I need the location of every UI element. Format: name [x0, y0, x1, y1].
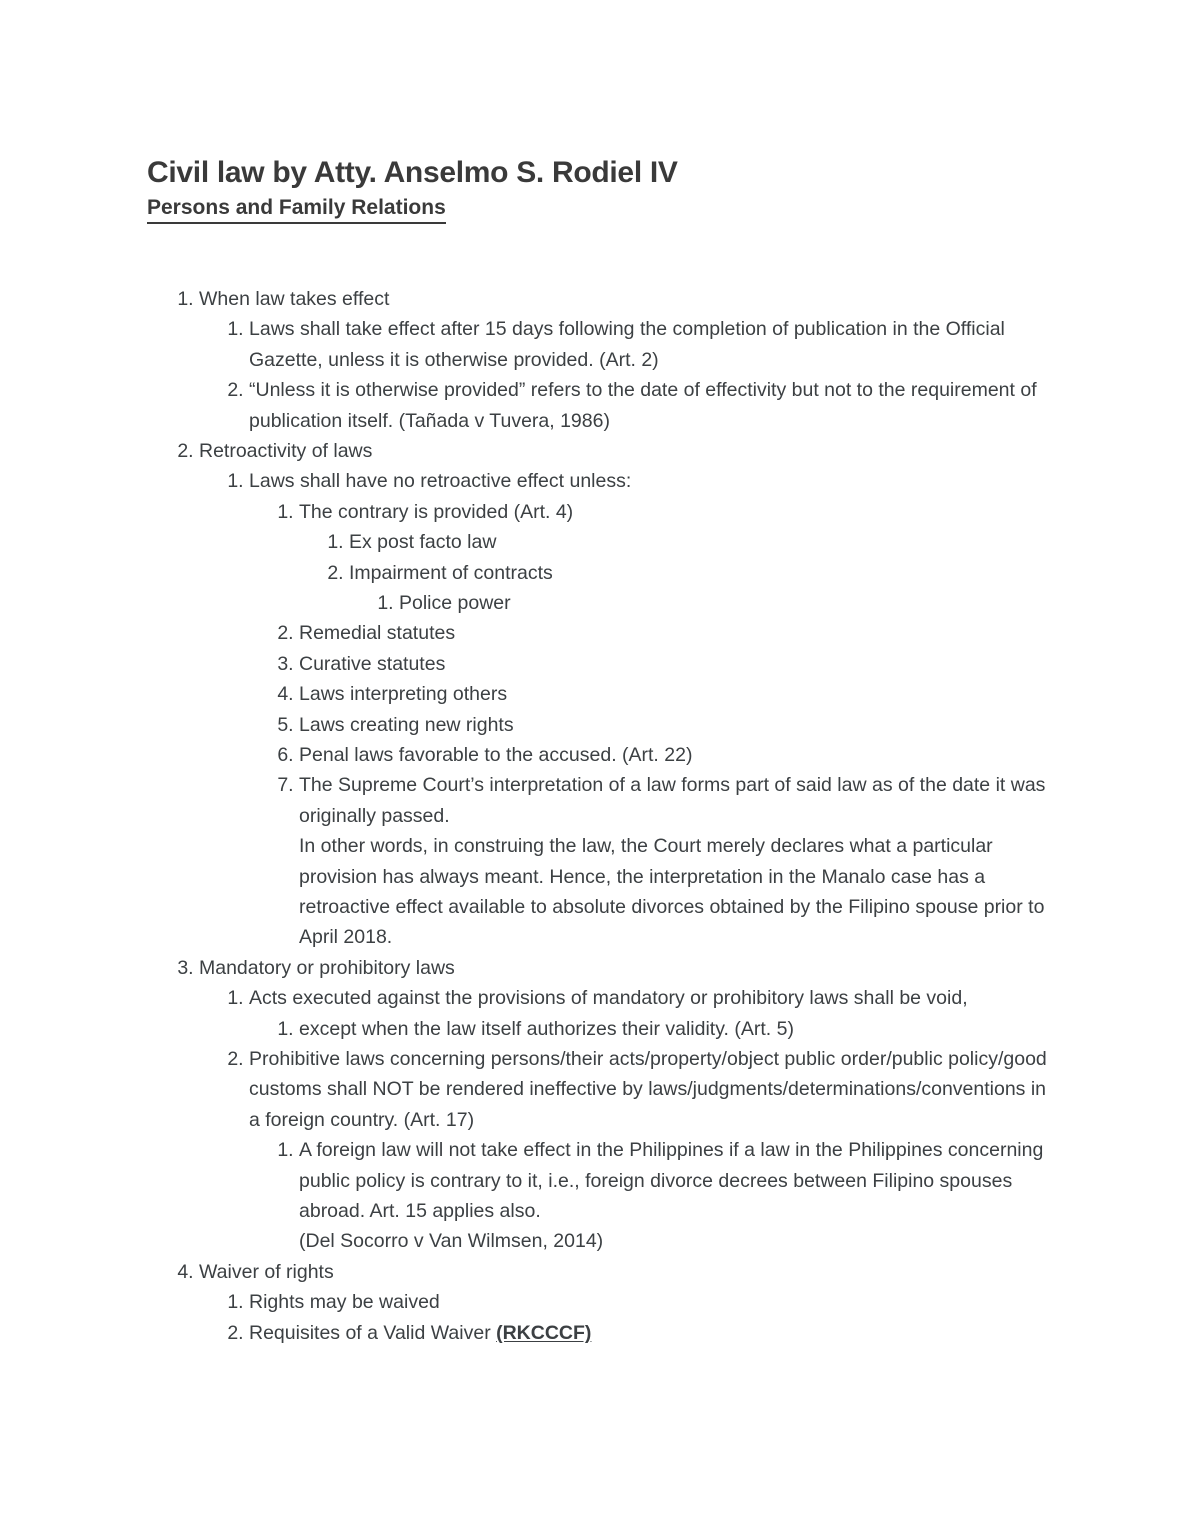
item-text: 2. “Unless it is otherwise provided” refers to the date of effectivity but not to the requirement of publication itself. (Tañada v Tuvera, 1986)	[249, 379, 1037, 432]
item-text: 1. When law takes effect	[199, 287, 390, 310]
item-text: 4. Waiver of rights	[199, 1260, 334, 1283]
item-text: 2. Retroactivity of laws	[199, 439, 373, 462]
item-text: 2. Impairment of contracts	[349, 561, 553, 584]
list-item	[199, 1257, 1047, 1348]
list-item	[349, 558, 1047, 619]
outline-level-4	[299, 527, 1047, 618]
item-text-line-2: In other words, in construing the law, the Court merely declares what a particular provision has always meant. Hence, the interpretation in the Manalo case has a retroactive effect available to absolute divorces obtained by the Filipino spouse prior to April 2018.	[299, 835, 1045, 949]
item-text: 2. Remedial statutes	[299, 622, 456, 645]
outline-level-2	[199, 983, 1047, 1257]
outline-level-1	[147, 284, 1047, 1348]
list-item	[299, 649, 1047, 679]
item-text: 3. Mandatory or prohibitory laws	[199, 956, 455, 979]
page-title: Civil law by Atty. Anselmo S. Rodiel IV	[147, 156, 678, 189]
outline-level-3	[249, 497, 1047, 953]
outline-level-3	[249, 1014, 1047, 1044]
list-item	[299, 618, 1047, 648]
item-text-line-1: 7. The Supreme Court’s interpretation of a law forms part of said law as of the date it was originally passed.	[299, 774, 1046, 827]
item-text: 1. Laws shall have no retroactive effect unless:	[249, 470, 632, 493]
list-item	[399, 588, 1047, 618]
list-item	[349, 527, 1047, 557]
list-item	[249, 1318, 1047, 1348]
outline-level-2	[199, 466, 1047, 953]
item-text: 1. Acts executed against the provisions of mandatory or prohibitory laws shall be void,	[249, 987, 968, 1010]
list-item	[249, 466, 1047, 953]
document-content	[147, 155, 1047, 1348]
item-text: 5. Laws creating new rights	[299, 713, 514, 736]
list-item	[199, 953, 1047, 1257]
item-text: 4. Laws interpreting others	[299, 683, 508, 706]
list-item	[199, 284, 1047, 436]
list-item	[249, 375, 1047, 436]
item-text: 6. Penal laws favorable to the accused. (Art. 22)	[299, 743, 693, 766]
list-item	[299, 1135, 1047, 1257]
list-item	[299, 1014, 1047, 1044]
page-subtitle: Persons and Family Relations	[147, 194, 446, 224]
item-text-line-1: 1. A foreign law will not take effect in the Philippines if a law in the Philippines concerning public policy is contrary to it, i.e., foreign divorce decrees between Filipino spouses abroad. Art. 15 applies also.	[299, 1139, 1044, 1223]
page-subtitle-wrap	[147, 192, 1047, 224]
item-text: 1. Laws shall take effect after 15 days following the completion of publication in the Official Gazette, unless it is otherwise provided. (Art. 2)	[249, 318, 1005, 371]
item-text: 1. Rights may be waived	[249, 1291, 440, 1314]
list-item	[299, 740, 1047, 770]
item-text: 1. except when the law itself authorizes their validity. (Art. 5)	[299, 1017, 794, 1040]
outline-body	[147, 284, 1047, 1348]
outline-level-3	[249, 1135, 1047, 1257]
item-text-line-2: (Del Socorro v Van Wilmsen, 2014)	[299, 1230, 604, 1253]
waiver-acronym: (RKCCCF)	[496, 1321, 592, 1344]
item-text-prefix: Requisites of a Valid Waiver	[249, 1321, 497, 1344]
list-item	[249, 983, 1047, 1044]
list-item	[249, 314, 1047, 375]
item-text: 1. Ex post facto law	[349, 531, 497, 554]
list-item	[249, 1044, 1047, 1257]
item-text: 2. Prohibitive laws concerning persons/their acts/property/object public order/public policy/good customs shall NOT be rendered ineffective by laws/judgments/determinations/conventions in a foreign country. (Art. 17)	[249, 1048, 1047, 1131]
list-item	[249, 1287, 1047, 1317]
list-item	[299, 770, 1047, 952]
item-text: 3. Curative statutes	[299, 652, 446, 675]
item-text	[249, 1318, 1047, 1348]
item-text: 1. The contrary is provided (Art. 4)	[299, 500, 574, 523]
list-item	[299, 679, 1047, 709]
outline-level-2	[199, 314, 1047, 436]
item-text: 1. Police power	[399, 591, 511, 614]
outline-level-5	[349, 588, 1047, 618]
outline-level-2	[199, 1287, 1047, 1348]
list-item	[199, 436, 1047, 953]
list-item	[299, 710, 1047, 740]
list-item	[299, 497, 1047, 619]
